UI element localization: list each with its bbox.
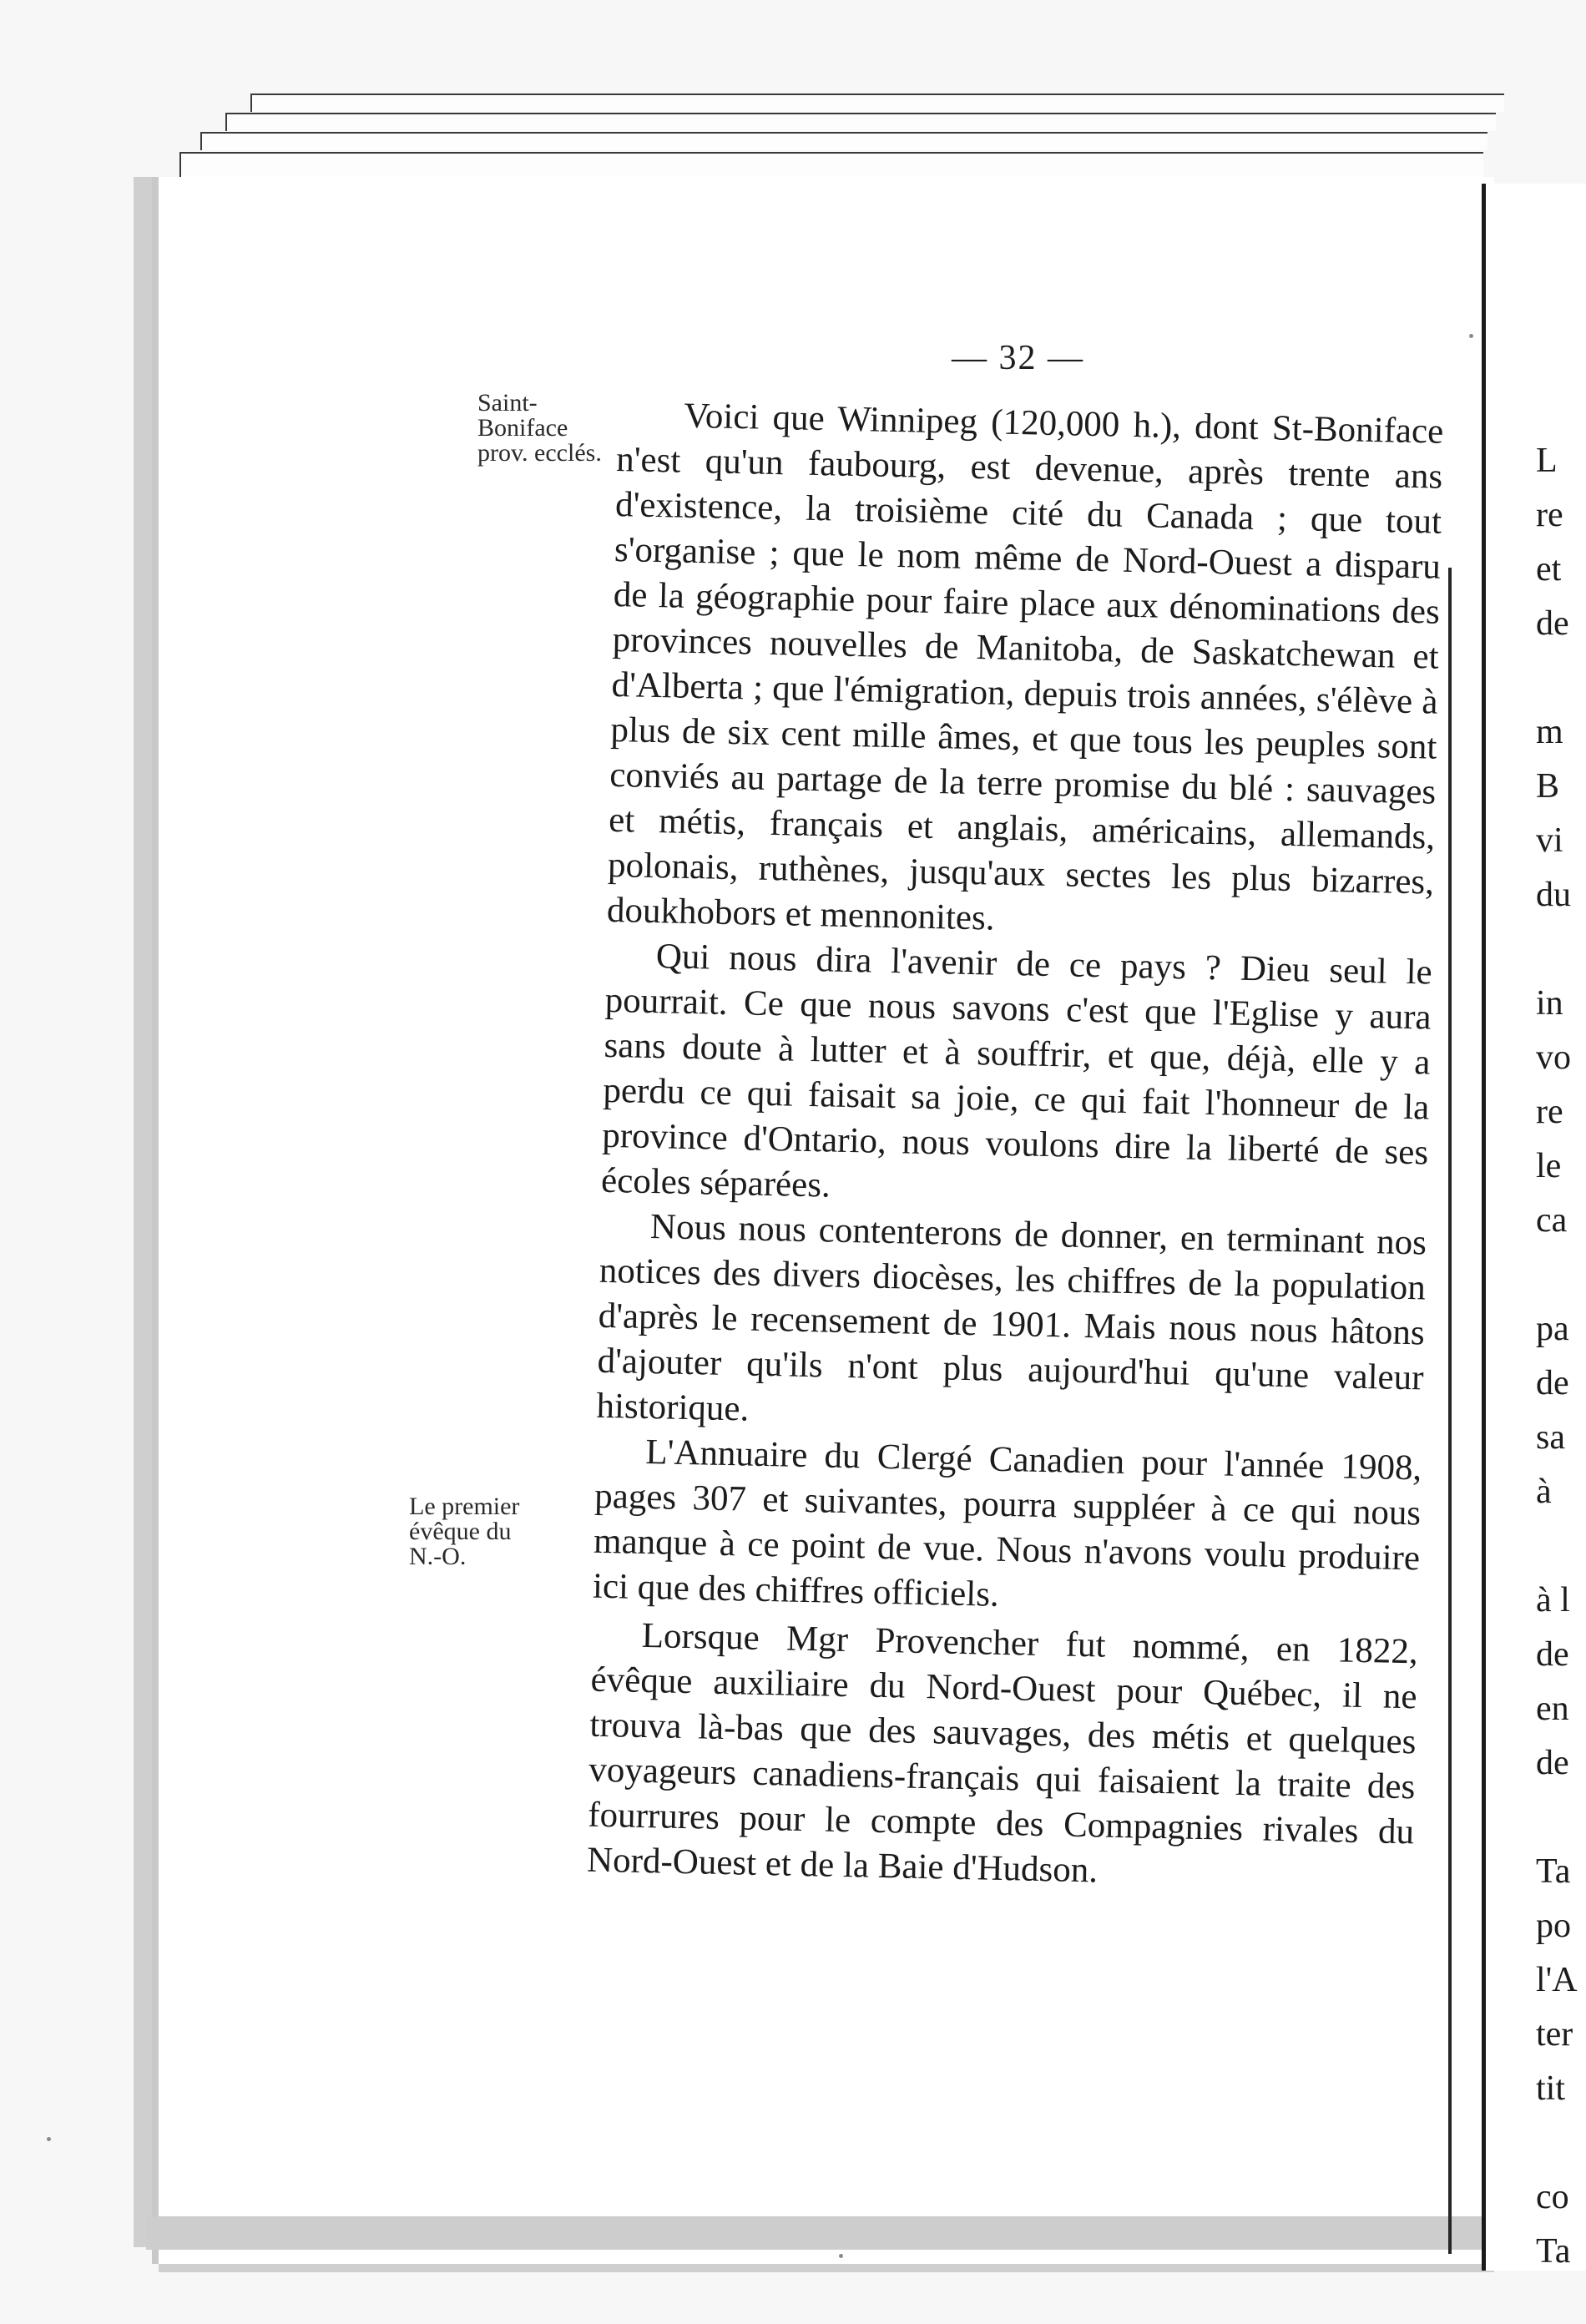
- page-stack-edge: [200, 132, 1488, 150]
- facing-line: tit: [1536, 2069, 1566, 2108]
- dust-speck: [839, 2254, 843, 2258]
- facing-line: de: [1536, 1364, 1569, 1402]
- facing-line: de: [1536, 604, 1569, 643]
- facing-line: [1536, 1519, 1586, 1574]
- facing-line: et: [1536, 550, 1562, 589]
- margin-note-line: prov. ecclés.: [477, 439, 602, 467]
- facing-line: ca: [1536, 1201, 1568, 1240]
- dust-speck: [47, 2137, 51, 2141]
- facing-line: le: [1536, 1147, 1562, 1185]
- margin-note-saint-boniface: [477, 391, 602, 466]
- facing-line: vo: [1536, 1038, 1571, 1077]
- margin-note-line: N.-O.: [409, 1543, 467, 1570]
- facing-line: de: [1536, 1744, 1569, 1782]
- page-stack-edge: [250, 93, 1504, 112]
- page-number: — 32 —: [952, 339, 1084, 377]
- facing-line: Ta: [1536, 1852, 1571, 1891]
- facing-line: in: [1536, 984, 1563, 1023]
- book-spine: [1448, 568, 1452, 2254]
- facing-line: [1536, 1248, 1586, 1302]
- margin-note-line: évêque du: [409, 1518, 512, 1545]
- margin-note-line: Saint-: [477, 389, 538, 417]
- facing-line: à l: [1536, 1581, 1570, 1619]
- paragraph: Voici que Winnipeg (120,000 h.), dont St-Boniface n'est qu'un faubourg, est devenue, après trente ans d'existence, la troisième cité du Canada ; que tout s'organise ; que le nom même de Nord-Ouest a disparu de la géographie pour faire place aux dénominations des provinces nouvelles de Manitoba, de Saskatchewan et d'Alberta ; que l'émigration, depuis trois années, s'élève à plus de six cent mille âmes, et que tous les peuples sont conviés au partage de la terre promise du blé : sauvages et métis, français et anglais, américains, allemands, polonais, ruthènes, jusqu'aux sectes les plus bizarres, doukhobors et mennonites.: [606, 396, 1444, 938]
- facing-line: pa: [1536, 1310, 1569, 1348]
- facing-line: m: [1536, 713, 1563, 751]
- facing-line: de: [1536, 1635, 1569, 1674]
- facing-line: [1536, 922, 1586, 977]
- facing-line: B: [1536, 767, 1560, 806]
- margin-note-line: Boniface: [477, 414, 568, 442]
- facing-line: sa: [1536, 1418, 1565, 1457]
- facing-line: à: [1536, 1473, 1552, 1511]
- facing-line: en: [1536, 1690, 1569, 1728]
- dust-speck: [1469, 334, 1473, 338]
- paragraph: L'Annuaire du Clergé Canadien pour l'année 1908, pages 307 et suivantes, pourra suppléer à ce qui nous manque à ce point de vue. Nous n'avons voulu produire ici que des chiffres officiels.: [592, 1432, 1422, 1614]
- facing-line: [1536, 651, 1586, 705]
- page-bottom-edge: [146, 2216, 1482, 2250]
- page-stack-edge: [179, 152, 1483, 179]
- facing-page-text: [1536, 434, 1586, 2279]
- facing-line: [1536, 2116, 1586, 2170]
- margin-note-line: Le premier: [409, 1493, 520, 1520]
- paragraph: Lorsque Mgr Provencher fut nommé, en 1822, évêque auxiliaire du Nord-Ouest pour Québec, il ne trouva là-bas que des sauvages, des métis et quelques voyageurs canadiens-français qui faisaient la traite des fourrures pour le compte des Compagnies rivales du Nord-Ouest et de la Baie d'Hudson.: [586, 1615, 1419, 1891]
- facing-line: vi: [1536, 821, 1563, 860]
- facing-line: re: [1536, 496, 1563, 534]
- facing-line: re: [1536, 1093, 1563, 1131]
- facing-line: L: [1536, 442, 1558, 480]
- facing-line: co: [1536, 2178, 1569, 2216]
- body-text: [587, 392, 1444, 1900]
- page-stack-shadow: [134, 177, 159, 2247]
- facing-line: po: [1536, 1907, 1571, 1945]
- facing-line: [1536, 1791, 1586, 1845]
- facing-line: l'A: [1536, 1961, 1578, 1999]
- paragraph: Nous nous contenterons de donner, en terminant nos notices des divers diocèses, les chiffres de la population d'après le recensement de 1901. Mais nous nous hâtons d'ajouter qu'ils n'ont plus aujourd'hui qu'une valeur historique.: [596, 1207, 1427, 1429]
- facing-line: Ta: [1536, 2232, 1571, 2271]
- paragraph: Qui nous dira l'avenir de ce pays ? Dieu seul le pourrait. Ce que nous savons c'est que l'Eglise y aura sans doute à lutter et à souffrir, et que, déjà, elle y a perdu ce qui faisait sa joie, ce qui fait l'honneur de la province d'Ontario, nous voulons dire la liberté de ses écoles séparées.: [600, 937, 1433, 1205]
- facing-line: du: [1536, 876, 1571, 914]
- margin-note-premier-eveque: [409, 1494, 519, 1569]
- facing-line: ter: [1536, 2015, 1573, 2054]
- page-stack-edge: [225, 113, 1496, 131]
